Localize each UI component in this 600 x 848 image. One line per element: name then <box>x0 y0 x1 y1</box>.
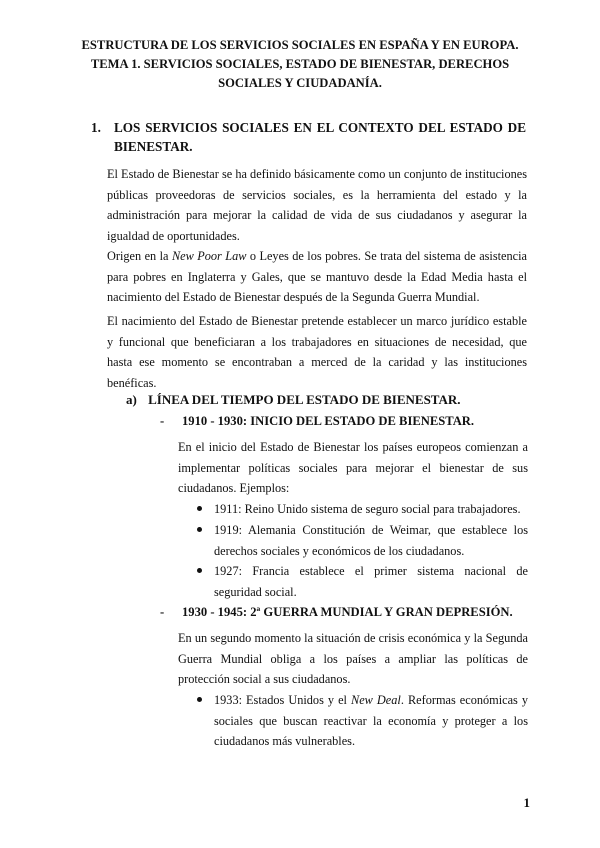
subsection-label: a) <box>126 392 137 407</box>
section-heading-text: LOS SERVICIOS SOCIALES EN EL CONTEXTO DEL ESTADO DE BIENESTAR. <box>114 120 526 154</box>
origin-text-emphasis: New Poor Law <box>171 249 247 263</box>
list-item-text: 1927: Francia establece el primer sistema nacional de seguridad social. <box>214 564 528 599</box>
title-line-1: ESTRUCTURA DE LOS SERVICIOS SOCIALES EN ESPAÑA Y EN EUROPA. <box>81 38 519 52</box>
paragraph-definition: El Estado de Bienestar se ha definido básicamente como un conjunto de instituciones públicas proveedoras de servicios sociales, es la herramienta del estado y la administración para mejorar la calidad de vida de sus ciudadanos y asegurar la igualdad de oportunidades. <box>107 167 527 243</box>
subsection-title: LÍNEA DEL TIEMPO DEL ESTADO DE BIENESTAR. <box>148 392 461 407</box>
new-deal-post: . Reformas económicas y sociales que buscan reactivar la economía y proteger a los ciudadanos más vulnerables. <box>214 693 529 749</box>
list-item <box>214 499 528 520</box>
origin-text-pre: Origen en la <box>107 249 172 263</box>
list-item-text <box>214 693 528 748</box>
list-item <box>214 690 528 752</box>
title-line-2: TEMA 1. SERVICIOS SOCIALES, ESTADO DE BIENESTAR, DERECHOS <box>90 57 510 71</box>
list-item <box>214 561 528 602</box>
period-1-heading <box>160 414 474 429</box>
paragraph-birth: El nacimiento del Estado de Bienestar pretende establecer un marco jurídico estable y funcional que beneficiaran a los trabajadores en situaciones de necesidad, que hasta ese momento se encontraban a merced de la caridad y las instituciones benéficas. <box>107 314 527 390</box>
bullet-icon <box>197 527 202 532</box>
origin-text-post: o Leyes de los pobres. Se trata del sistema de asistencia para pobres en Inglaterra y Gales, que se mantuvo desde la Edad Media hasta el nacimiento del Estado de Bienestar después de la Segunda Guerra Mundial. <box>107 249 527 305</box>
period-2-heading <box>160 605 513 620</box>
new-deal-emphasis: New Deal <box>351 693 401 707</box>
bullet-icon <box>197 568 202 573</box>
list-item-text: 1919: Alemania Constitución de Weimar, que establece los derechos sociales y económicos de los ciudadanos. <box>214 523 528 558</box>
subsection-a-heading <box>126 392 461 408</box>
bullet-icon <box>197 697 202 702</box>
period-2-title: 1930 - 1945: 2ª GUERRA MUNDIAL Y GRAN DEPRESIÓN. <box>182 605 513 619</box>
section-1-heading <box>92 118 526 156</box>
bullet-icon <box>197 506 202 511</box>
period-1-title: 1910 - 1930: INICIO DEL ESTADO DE BIENESTAR. <box>182 414 475 428</box>
paragraph-origin <box>107 246 527 308</box>
period-1-intro: En el inicio del Estado de Bienestar los países europeos comienzan a implementar políticas sociales para mejorar el bienestar de sus ciudadanos. Ejemplos: <box>178 440 528 496</box>
title-line-3: SOCIALES Y CIUDADANÍA. <box>218 76 382 90</box>
dash-marker: - <box>160 605 165 619</box>
page-number: 1 <box>523 795 530 810</box>
list-item-text: 1911: Reino Unido sistema de seguro social para trabajadores. <box>214 502 521 516</box>
dash-marker: - <box>160 414 165 428</box>
list-item <box>214 520 528 561</box>
new-deal-pre: 1933: Estados Unidos y el <box>214 693 352 707</box>
period-2-intro: En un segundo momento la situación de crisis económica y la Segunda Guerra Mundial obliga a los países a ampliar las políticas de protección social a sus ciudadanos. <box>178 631 528 687</box>
section-number: 1. <box>91 120 101 135</box>
document-title <box>60 36 540 93</box>
